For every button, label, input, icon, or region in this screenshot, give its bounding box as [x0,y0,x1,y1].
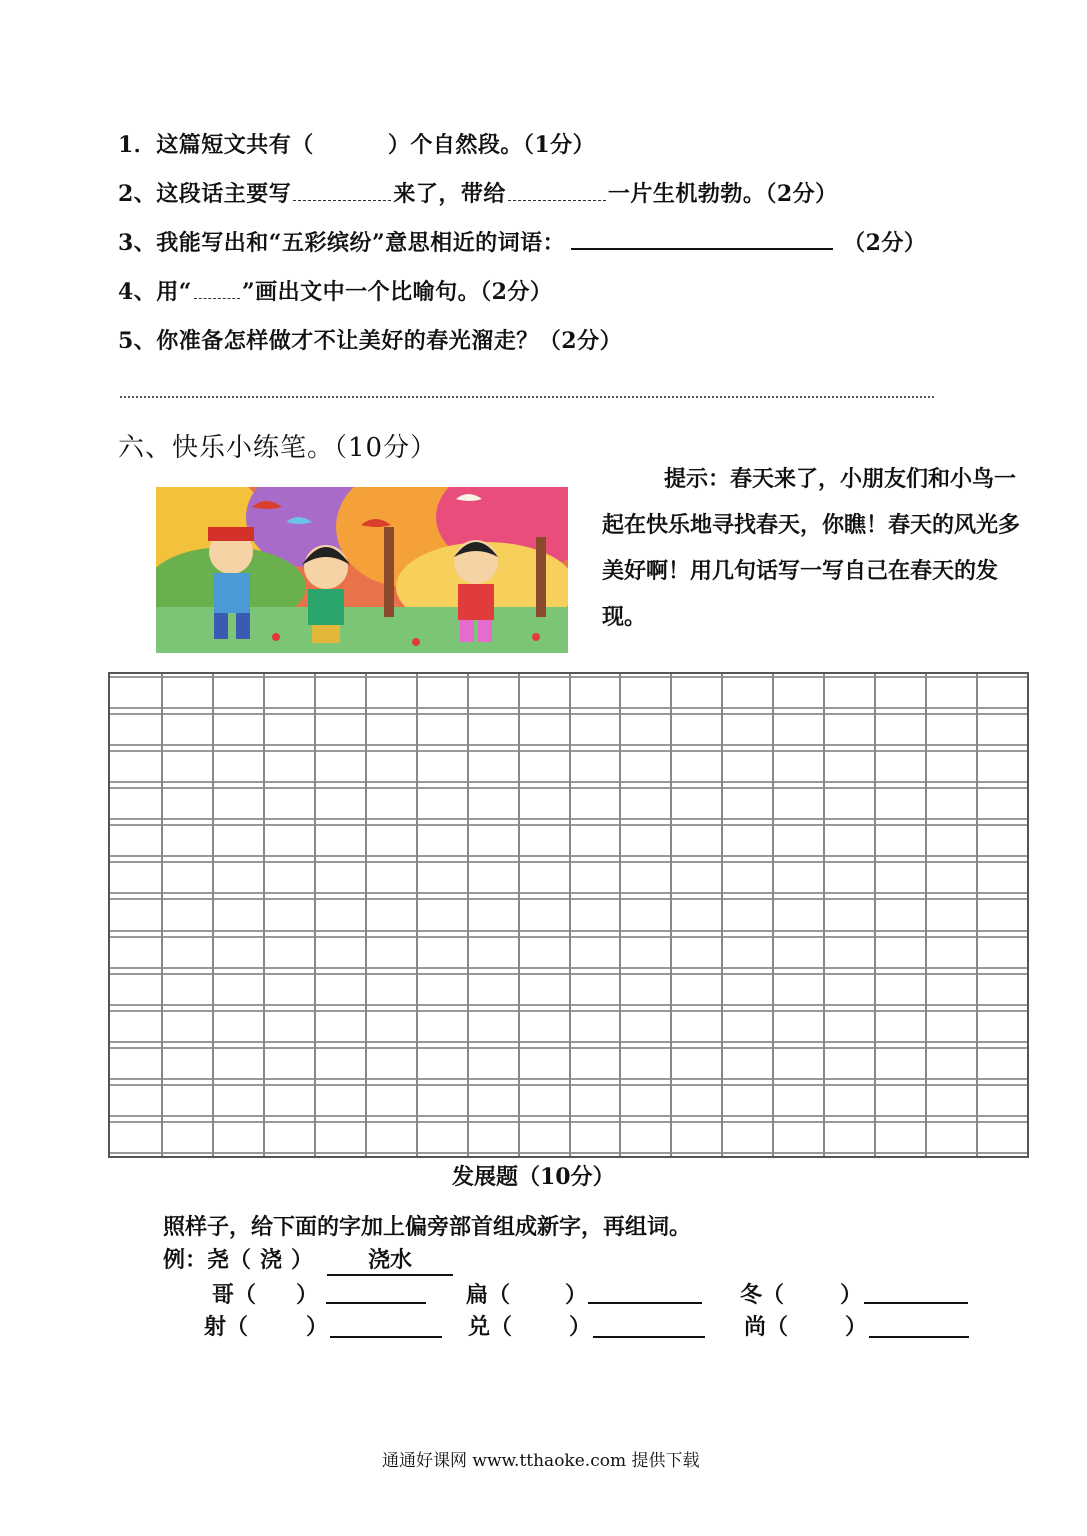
footer-text: 通通好课网 www.tthaoke.com 提供下载 [382,1451,700,1471]
grid-column-line [976,674,978,1156]
example-label: 例：尧（ [163,1247,252,1273]
grid-column-line [518,674,520,1156]
grid-column-line [670,674,672,1156]
grid-column-line [823,674,825,1156]
question-4-text: 4、用“ [118,279,192,305]
char-dui-close: ） [569,1314,592,1340]
section-6-title: 六、快乐小练笔。（10分） [118,433,438,463]
char-ge: 哥（ [212,1282,257,1308]
question-3 [118,226,926,257]
section-6-hint: 提示：春天来了，小朋友们和小鸟一起在快乐地寻找春天，你瞧！春天的风光多美好啊！用几句话写一写自己在春天的发现。 [602,466,1021,630]
grid-column-line [772,674,774,1156]
question-2-text-end: 一片生机勃勃。（2分） [607,181,838,207]
char-bian: 扁（ [466,1282,511,1308]
char-shang-close: ） [845,1314,868,1340]
question-3-score: （2分） [843,230,927,256]
section-7-title: 发展题（10分） [452,1164,615,1190]
question-1-text-end: ）个自然段。（1分） [387,132,596,158]
char-shang: 尚（ [744,1314,789,1340]
question-2-blank-1[interactable] [293,180,391,201]
example-close: ） [291,1247,314,1273]
question-4 [118,275,552,306]
question-4-text-end: ”画出文中一个比喻句。（2分） [241,279,553,305]
word-line-she[interactable] [330,1336,442,1338]
grid-column-line [365,674,367,1156]
question-3-text: 3、我能写出和“五彩缤纷”意思相近的词语： [118,230,566,256]
example-word: 浇水 [327,1243,453,1276]
grid-column-line [212,674,214,1156]
grid-column-line [314,674,316,1156]
char-dui: 兑（ [468,1314,513,1340]
grid-column-line [721,674,723,1156]
word-line-shang[interactable] [869,1336,969,1338]
grid-column-line [416,674,418,1156]
char-she: 射（ [204,1314,249,1340]
question-2-blank-2[interactable] [508,180,606,201]
grid-column-line [569,674,571,1156]
char-dong: 冬（ [740,1282,785,1308]
grid-column-line [874,674,876,1156]
question-2-text-mid: 来了，带给 [393,181,506,207]
question-4-line-sample [194,278,240,299]
section-7-instruction: 照样子，给下面的字加上偏旁部首组成新字，再组词。 [163,1214,692,1240]
question-1 [118,128,595,159]
example-char: 浇 [260,1247,283,1273]
grid-column-line [161,674,163,1156]
word-line-dui[interactable] [593,1336,705,1338]
question-2-text: 2、这段话主要写 [118,181,292,207]
grid-column-line [263,674,265,1156]
question-1-text: 1．这篇短文共有（ [118,132,314,158]
question-3-blank[interactable] [571,228,833,250]
char-she-close: ） [306,1314,329,1340]
writing-grid[interactable] [108,672,1029,1158]
grid-column-line [619,674,621,1156]
question-2 [118,177,838,208]
word-line-bian[interactable] [588,1302,702,1304]
example-row [163,1243,453,1276]
char-bian-close: ） [565,1282,588,1308]
word-line-ge[interactable] [326,1302,426,1304]
children-spring-drawing [156,487,568,653]
char-dong-close: ） [840,1282,863,1308]
answer-line[interactable] [120,396,934,398]
grid-column-line [467,674,469,1156]
word-line-dong[interactable] [864,1302,968,1304]
grid-column-line [925,674,927,1156]
question-5 [118,324,622,355]
question-5-text: 5、你准备怎样做才不让美好的春光溜走？（2分） [118,328,623,354]
char-ge-close: ） [296,1282,319,1308]
